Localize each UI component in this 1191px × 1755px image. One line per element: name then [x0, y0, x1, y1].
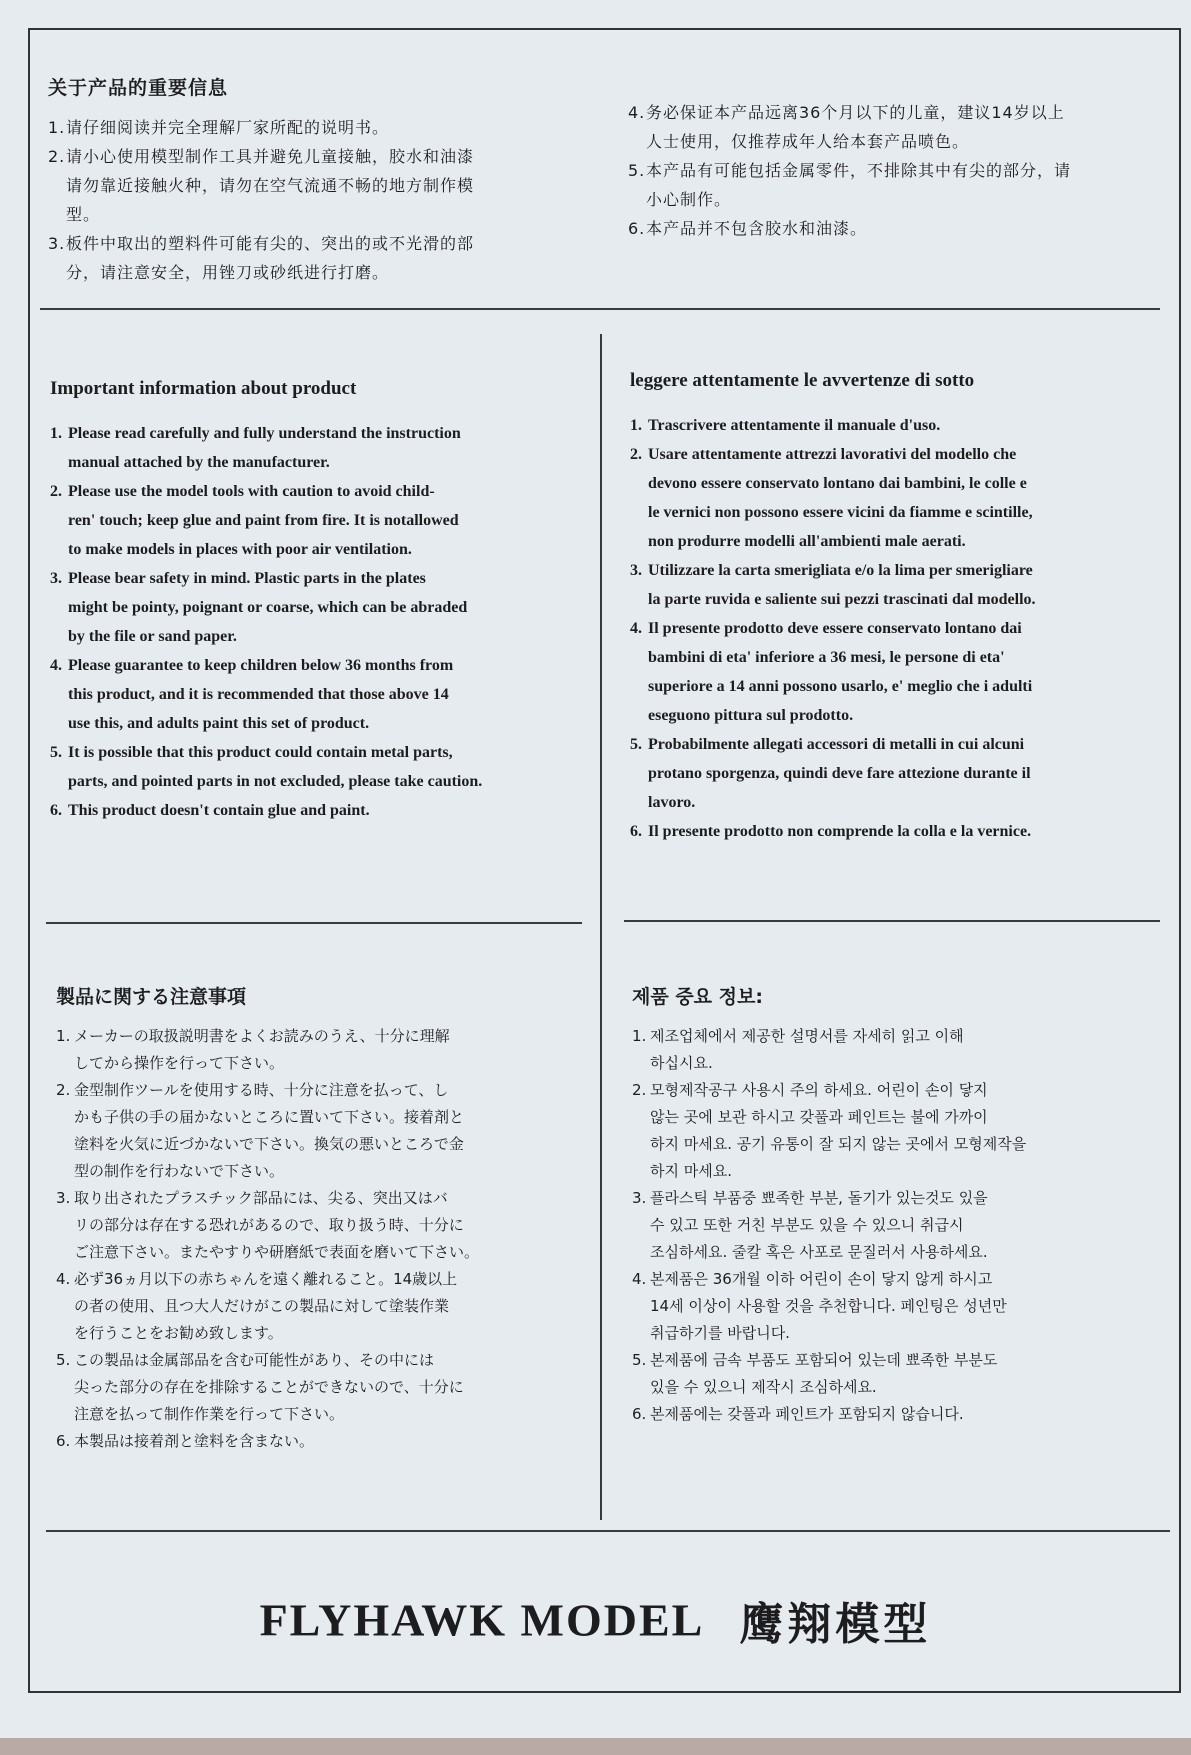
- item-text: 본제품은 36개월 이하 어린이 손이 닿지 않게 하시고 14세 이상이 사용할 것을 추천합니다. 페인팅은 성년만 취급하기를 바랍니다.: [650, 1270, 1007, 1342]
- divider-left-middle: [46, 922, 582, 924]
- item-number: 4.: [630, 620, 642, 637]
- item-text: Il presente prodotto non comprende la colla e la vernice.: [648, 823, 1032, 840]
- item-number: 2.: [48, 147, 66, 166]
- item-number: 6.: [630, 823, 642, 840]
- item-number: 1.: [56, 1027, 71, 1045]
- list-item: [630, 411, 1160, 440]
- item-text: メーカーの取扱説明書をよくお読みのうえ、十分に理解 してから操作を行って下さい。: [74, 1027, 450, 1072]
- list-item: [632, 1347, 1167, 1401]
- list-item: [632, 1266, 1167, 1347]
- item-number: 2.: [632, 1081, 647, 1099]
- list-item: [632, 1023, 1167, 1077]
- list-item: [56, 1347, 576, 1428]
- item-number: 4.: [56, 1270, 71, 1288]
- item-text: It is possible that this product could contain metal parts, parts, and pointed parts in not excluded, please take caution.: [68, 744, 483, 790]
- item-number: 1.: [630, 417, 642, 434]
- korean-items: [632, 1023, 1167, 1428]
- section-title-english: Important information about product: [50, 378, 357, 399]
- item-number: 1.: [50, 425, 62, 442]
- item-text: 제조업체에서 제공한 설명서를 자세히 읽고 이해 하십시요.: [650, 1027, 964, 1072]
- list-item: [50, 419, 580, 477]
- item-number: 6.: [50, 802, 62, 819]
- item-number: 4.: [628, 103, 646, 122]
- item-text: 金型制作ツールを使用する時、十分に注意を払って、し かも子供の手の届かないところに置いて下さい。接着剤と 塗料を火気に近づかないで下さい。換気の悪いところで金 型の制作を行わないで下さい。: [74, 1081, 465, 1180]
- list-item: [50, 564, 580, 651]
- list-item: [628, 214, 1158, 243]
- item-text: Please read carefully and fully understand the instruction manual attached by the manufacturer.: [68, 425, 461, 471]
- list-item: [630, 817, 1160, 846]
- section-title-japanese: 製品に関する注意事項: [56, 986, 247, 1008]
- divider-right-middle: [624, 920, 1160, 922]
- italian-notice: [630, 366, 1160, 846]
- list-item: [630, 556, 1160, 614]
- item-text: Usare attentamente attrezzi lavorativi del modello che devono essere conservato lontano dai bambini, le colle e le vernici non possono essere vicini da fiamme e scintille, non produrre modelli all'ambienti male aerati.: [648, 446, 1033, 550]
- japanese-notice: [56, 984, 576, 1455]
- list-item: [50, 477, 580, 564]
- item-number: 6.: [56, 1432, 71, 1450]
- list-item: [50, 796, 580, 825]
- item-text: This product doesn't contain glue and paint.: [68, 802, 370, 819]
- item-number: 4.: [50, 657, 62, 674]
- item-text: Please bear safety in mind. Plastic parts in the plates might be pointy, poignant or coarse, which can be abraded by the file or sand paper.: [68, 570, 468, 645]
- list-item: [56, 1077, 576, 1185]
- item-number: 2.: [56, 1081, 71, 1099]
- item-text: 务必保证本产品远离36个月以下的儿童，建议14岁以上 人士使用，仅推荐成年人给本套产品喷色。: [646, 103, 1065, 151]
- item-text: 플라스틱 부품중 뾰족한 부분, 돌기가 있는것도 있을 수 있고 또한 거친 부분도 있을 수 있으니 취급시 조심하세요. 줄칼 혹은 사포로 문질러서 사용하세요.: [650, 1189, 988, 1261]
- item-number: 2.: [50, 483, 62, 500]
- chinese-items-left: [48, 113, 588, 287]
- chinese-items-right: [628, 98, 1158, 243]
- item-text: 请小心使用模型制作工具并避免儿童接触，胶水和油漆 请勿靠近接触火种，请勿在空气流通不畅的地方制作模 型。: [66, 147, 475, 224]
- section-title-italian: leggere attentamente le avvertenze di sotto: [630, 370, 975, 391]
- item-text: Please guarantee to keep children below 36 months from this product, and it is recommended that those above 14 use this, and adults paint this set of product.: [68, 657, 454, 732]
- brand-footer: [0, 1588, 1191, 1652]
- section-title-korean: 제품 중요 정보:: [632, 986, 763, 1008]
- item-number: 3.: [48, 234, 66, 253]
- list-item: [632, 1401, 1167, 1428]
- item-text: Il presente prodotto deve essere conservato lontano dai bambini di eta' inferiore a 36 mesi, le persone di eta' superiore a 14 anni possono usarlo, e' meglio che i adulti eseguono pittura sul prodotto.: [648, 620, 1033, 724]
- list-item: [628, 156, 1158, 214]
- item-number: 3.: [56, 1189, 71, 1207]
- item-number: 5.: [628, 161, 646, 180]
- list-item: [56, 1266, 576, 1347]
- chinese-notice: [48, 74, 588, 287]
- item-number: 5.: [630, 736, 642, 753]
- list-item: [630, 730, 1160, 817]
- item-text: 必ず36ヵ月以下の赤ちゃんを遠く離れること。14歳以上 の者の使用、且つ大人だけがこの製品に対して塗装作業 を行うことをお勧め致します。: [74, 1270, 458, 1342]
- item-text: 본제품에는 갖풀과 페인트가 포함되지 않습니다.: [650, 1405, 964, 1423]
- item-text: 板件中取出的塑料件可能有尖的、突出的或不光滑的部 分，请注意安全，用锉刀或砂纸进行打磨。: [66, 234, 475, 282]
- item-text: 请仔细阅读并完全理解厂家所配的说明书。: [66, 118, 390, 137]
- brand-name-chinese: 鹰翔模型: [739, 1599, 932, 1650]
- item-number: 6.: [632, 1405, 647, 1423]
- list-item: [630, 440, 1160, 556]
- item-number: 1.: [48, 118, 66, 137]
- list-item: [50, 651, 580, 738]
- item-text: 모형제작공구 사용시 주의 하세요. 어린이 손이 닿지 않는 곳에 보관 하시고 갖풀과 페인트는 불에 가까이 하지 마세요. 공기 유통이 잘 되지 않는 곳에서 모형제작을 하지 마세요.: [650, 1081, 1027, 1180]
- item-text: Probabilmente allegati accessori di metalli in cui alcuni protano sporgenza, quindi deve fare attezione durante il lavoro.: [648, 736, 1031, 811]
- list-item: [632, 1077, 1167, 1185]
- list-item: [48, 229, 588, 287]
- list-item: [628, 98, 1158, 156]
- list-item: [50, 738, 580, 796]
- divider-top: [40, 308, 1160, 310]
- divider-middle-vertical: [600, 334, 602, 1520]
- italian-items: [630, 411, 1160, 846]
- chinese-notice-continued: [628, 98, 1158, 243]
- item-text: Please use the model tools with caution to avoid child- ren' touch; keep glue and paint from fire. It is notallowed to make models in places with poor air ventilation.: [68, 483, 459, 558]
- item-number: 6.: [628, 219, 646, 238]
- item-text: この製品は金属部品を含む可能性があり、その中には 尖った部分の存在を排除することができないので、十分に 注意を払って制作作業を行って下さい。: [74, 1351, 464, 1423]
- item-number: 1.: [632, 1027, 647, 1045]
- list-item: [632, 1185, 1167, 1266]
- english-notice: [50, 374, 580, 825]
- item-text: 本製品は接着剤と塗料を含まない。: [74, 1432, 315, 1450]
- japanese-items: [56, 1023, 576, 1455]
- korean-notice: [632, 984, 1167, 1428]
- list-item: [56, 1185, 576, 1266]
- item-text: Utilizzare la carta smerigliata e/o la lima per smerigliare la parte ruvida e saliente sui pezzi trascinati dal modello.: [648, 562, 1036, 608]
- list-item: [630, 614, 1160, 730]
- item-number: 3.: [630, 562, 642, 579]
- english-items: [50, 419, 580, 825]
- item-number: 3.: [50, 570, 62, 587]
- brand-name-english: FLYHAWK MODEL: [259, 1594, 705, 1646]
- item-text: 取り出されたプラスチック部品には、尖る、突出又はバ リの部分は存在する恐れがあるので、取り扱う時、十分に ご注意下さい。またやすりや研磨紙で表面を磨いて下さい。: [74, 1189, 480, 1261]
- list-item: [48, 142, 588, 229]
- list-item: [48, 113, 588, 142]
- item-number: 3.: [632, 1189, 647, 1207]
- item-number: 5.: [632, 1351, 647, 1369]
- item-text: Trascrivere attentamente il manuale d'uso.: [648, 417, 941, 434]
- item-number: 2.: [630, 446, 642, 463]
- item-text: 本产品有可能包括金属零件，不排除其中有尖的部分，请 小心制作。: [646, 161, 1072, 209]
- item-number: 5.: [50, 744, 62, 761]
- section-title-chinese: 关于产品的重要信息: [48, 77, 229, 99]
- list-item: [56, 1428, 576, 1455]
- divider-bottom: [46, 1530, 1170, 1532]
- item-text: 본제품에 금속 부품도 포함되어 있는데 뾰족한 부분도 있을 수 있으니 제작시 조심하세요.: [650, 1351, 998, 1396]
- item-number: 4.: [632, 1270, 647, 1288]
- list-item: [56, 1023, 576, 1077]
- item-number: 5.: [56, 1351, 71, 1369]
- item-text: 本产品并不包含胶水和油漆。: [646, 219, 868, 238]
